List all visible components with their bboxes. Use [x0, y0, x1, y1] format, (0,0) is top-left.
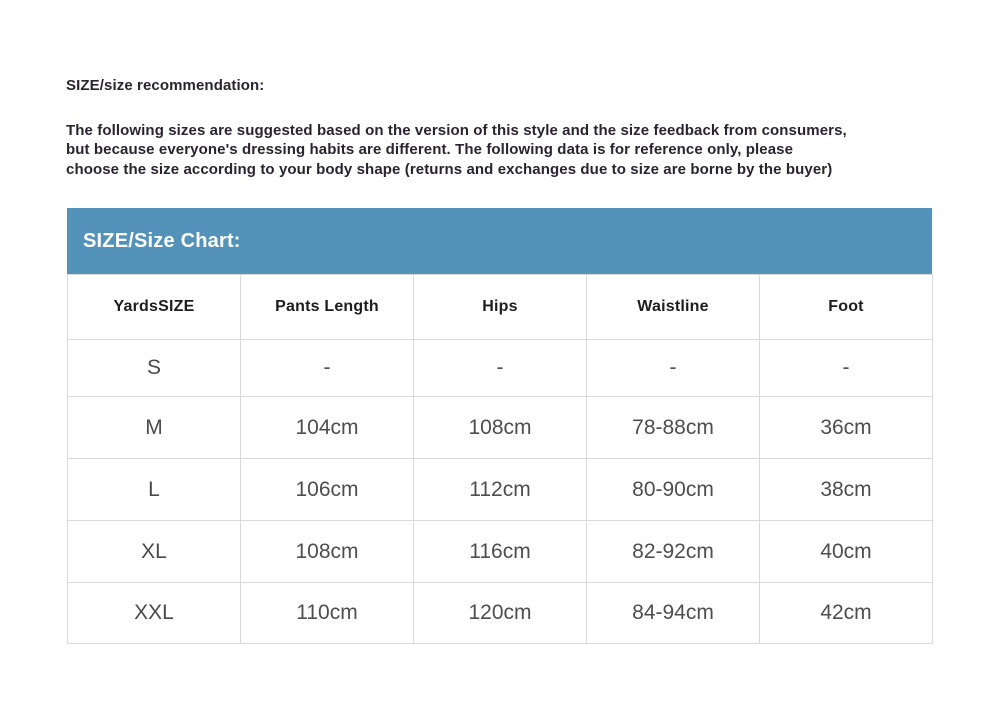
waistline-cell: 80-90cm	[587, 459, 760, 521]
foot-cell: 40cm	[760, 521, 933, 583]
table-row-xxl	[68, 583, 933, 644]
foot-cell: 36cm	[760, 397, 933, 459]
pants-length-cell: 110cm	[241, 583, 414, 644]
intro-line-1: The following sizes are suggested based on the version of this style and the size feedback from consumers,	[66, 122, 847, 139]
table-row-xl	[68, 521, 933, 583]
hips-cell: 116cm	[414, 521, 587, 583]
hips-cell: 120cm	[414, 583, 587, 644]
table-row-s	[68, 340, 933, 397]
foot-cell: 42cm	[760, 583, 933, 644]
waistline-cell: -	[587, 340, 760, 397]
intro-paragraph	[66, 121, 946, 179]
column-header-hips: Hips	[414, 275, 587, 340]
hips-cell: 112cm	[414, 459, 587, 521]
hips-cell: -	[414, 340, 587, 397]
size-recommendation-heading: SIZE/size recommendation:	[66, 77, 265, 94]
column-header-pants-length: Pants Length	[241, 275, 414, 340]
size-cell: L	[68, 459, 241, 521]
size-table	[67, 274, 933, 644]
foot-cell: -	[760, 340, 933, 397]
intro-line-3: choose the size according to your body shape (returns and exchanges due to size are borne by the buyer)	[66, 160, 833, 178]
waistline-cell: 84-94cm	[587, 583, 760, 644]
pants-length-cell: -	[241, 340, 414, 397]
waistline-cell: 82-92cm	[587, 521, 760, 583]
size-cell: S	[68, 340, 241, 397]
column-header-yards-size: YardsSIZE	[68, 275, 241, 340]
size-cell: XXL	[68, 583, 241, 644]
hips-cell: 108cm	[414, 397, 587, 459]
column-header-foot: Foot	[760, 275, 933, 340]
column-header-waistline: Waistline	[587, 275, 760, 340]
header-row	[68, 275, 933, 340]
foot-cell: 38cm	[760, 459, 933, 521]
table-row-l	[68, 459, 933, 521]
pants-length-cell: 106cm	[241, 459, 414, 521]
size-cell: M	[68, 397, 241, 459]
table-row-m	[68, 397, 933, 459]
size-chart-title: SIZE/Size Chart:	[83, 229, 241, 252]
intro-line-2: but because everyone's dressing habits are different. The following data is for reference only, please	[66, 141, 794, 159]
pants-length-cell: 108cm	[241, 521, 414, 583]
size-cell: XL	[68, 521, 241, 583]
size-table-body	[68, 340, 933, 644]
size-chart-header-bar	[67, 208, 932, 274]
pants-length-cell: 104cm	[241, 397, 414, 459]
size-table-header	[68, 275, 933, 340]
waistline-cell: 78-88cm	[587, 397, 760, 459]
